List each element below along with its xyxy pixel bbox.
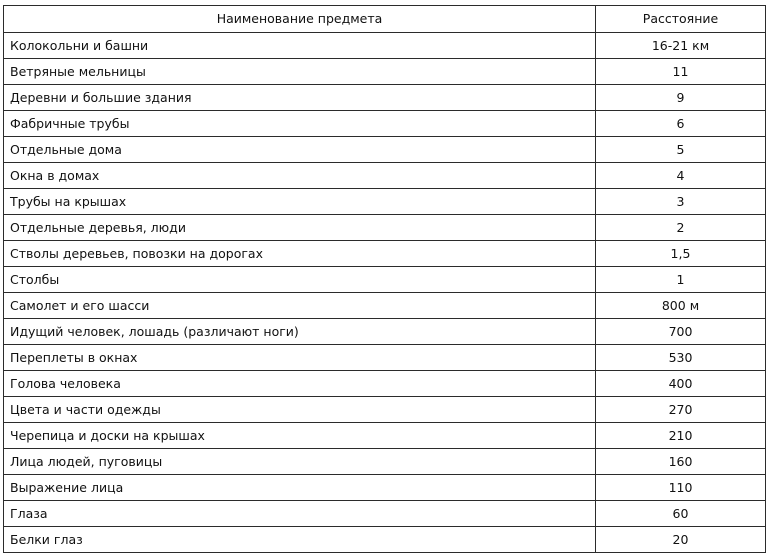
distance-cell: 6 <box>596 111 766 137</box>
table-row <box>4 449 766 475</box>
table-row <box>4 33 766 59</box>
object-name-cell: Отдельные дома <box>4 137 596 163</box>
distance-cell: 160 <box>596 449 766 475</box>
table-row <box>4 111 766 137</box>
table-row <box>4 319 766 345</box>
distance-cell: 3 <box>596 189 766 215</box>
distance-cell: 400 <box>596 371 766 397</box>
table-row <box>4 475 766 501</box>
object-name-cell: Лица людей, пуговицы <box>4 449 596 475</box>
table-row <box>4 527 766 553</box>
distance-cell: 210 <box>596 423 766 449</box>
distance-cell: 800 м <box>596 293 766 319</box>
table-row <box>4 137 766 163</box>
visibility-distance-table <box>3 5 766 553</box>
column-header-distance: Расстояние <box>596 6 766 33</box>
distance-cell: 5 <box>596 137 766 163</box>
object-name-cell: Деревни и большие здания <box>4 85 596 111</box>
table-row <box>4 397 766 423</box>
distance-cell: 110 <box>596 475 766 501</box>
object-name-cell: Белки глаз <box>4 527 596 553</box>
table-row <box>4 189 766 215</box>
table-row <box>4 423 766 449</box>
object-name-cell: Глаза <box>4 501 596 527</box>
visibility-distance-table-container <box>3 5 766 553</box>
distance-cell: 16-21 км <box>596 33 766 59</box>
distance-cell: 20 <box>596 527 766 553</box>
object-name-cell: Выражение лица <box>4 475 596 501</box>
distance-cell: 1,5 <box>596 241 766 267</box>
distance-cell: 270 <box>596 397 766 423</box>
table-row <box>4 345 766 371</box>
distance-cell: 700 <box>596 319 766 345</box>
column-header-object-name: Наименование предмета <box>4 6 596 33</box>
object-name-cell: Идущий человек, лошадь (различают ноги) <box>4 319 596 345</box>
object-name-cell: Фабричные трубы <box>4 111 596 137</box>
object-name-cell: Ветряные мельницы <box>4 59 596 85</box>
table-row <box>4 241 766 267</box>
object-name-cell: Колокольни и башни <box>4 33 596 59</box>
object-name-cell: Переплеты в окнах <box>4 345 596 371</box>
table-row <box>4 215 766 241</box>
object-name-cell: Отдельные деревья, люди <box>4 215 596 241</box>
object-name-cell: Трубы на крышах <box>4 189 596 215</box>
table-row <box>4 501 766 527</box>
object-name-cell: Цвета и части одежды <box>4 397 596 423</box>
object-name-cell: Голова человека <box>4 371 596 397</box>
object-name-cell: Стволы деревьев, повозки на дорогах <box>4 241 596 267</box>
table-row <box>4 163 766 189</box>
distance-cell: 1 <box>596 267 766 293</box>
table-row <box>4 267 766 293</box>
object-name-cell: Столбы <box>4 267 596 293</box>
table-row <box>4 293 766 319</box>
distance-cell: 2 <box>596 215 766 241</box>
table-header-row <box>4 6 766 33</box>
object-name-cell: Самолет и его шасси <box>4 293 596 319</box>
distance-cell: 530 <box>596 345 766 371</box>
distance-cell: 60 <box>596 501 766 527</box>
table-row <box>4 85 766 111</box>
distance-cell: 4 <box>596 163 766 189</box>
table-row <box>4 59 766 85</box>
table-row <box>4 371 766 397</box>
distance-cell: 9 <box>596 85 766 111</box>
object-name-cell: Черепица и доски на крышах <box>4 423 596 449</box>
distance-cell: 11 <box>596 59 766 85</box>
object-name-cell: Окна в домах <box>4 163 596 189</box>
